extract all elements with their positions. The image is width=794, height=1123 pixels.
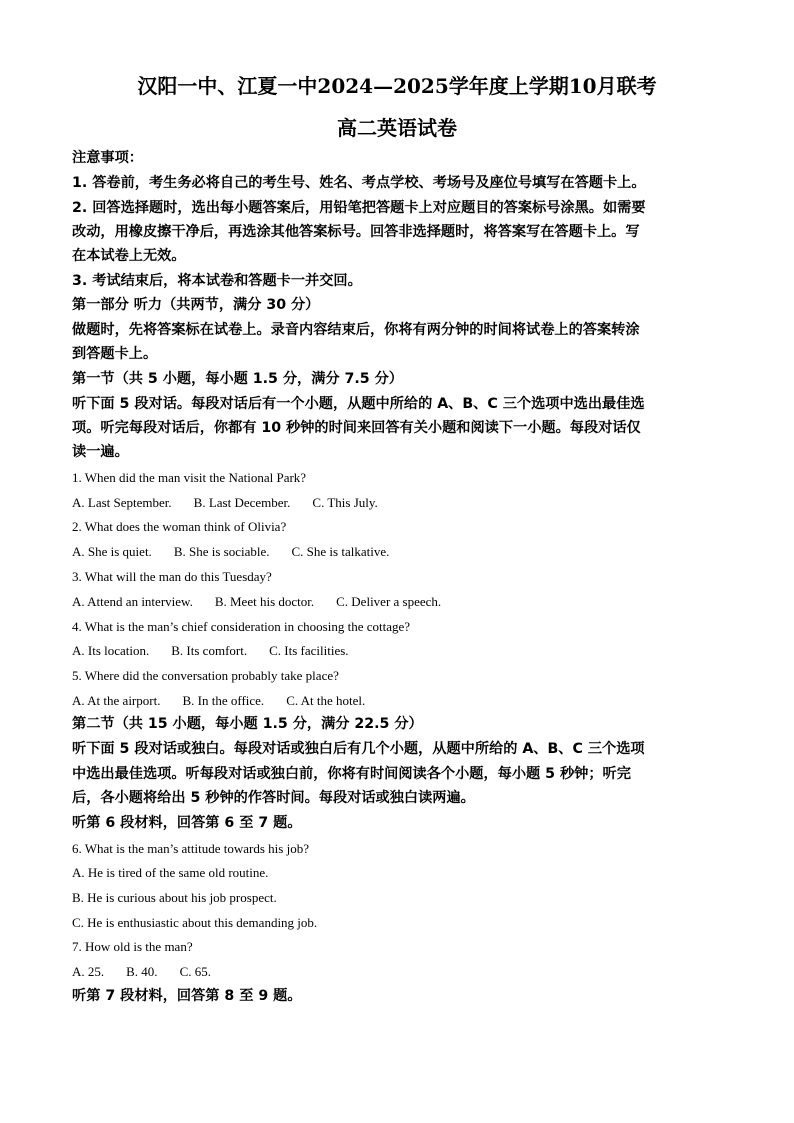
option-c: C. She is talkative. — [291, 544, 390, 559]
section2-intro-line-1: 听下面 5 段对话或独白。每段对话或独白后有几个小题，从题中所给的 A、B、C 三个选项 — [72, 741, 645, 757]
option-b: B. Last December. — [193, 495, 291, 510]
question-4: 4. What is the man’s chief consideration in choosing the cottage? — [72, 619, 411, 634]
option-a: A. At the airport. — [72, 693, 161, 708]
section2-intro-line-3: 后，各小题将给出 5 秒钟的作答时间。每段对话或独白读两遍。 — [72, 790, 475, 806]
option-c: C. 65. — [179, 964, 211, 979]
question-6-option-b: B. He is curious about his job prospect. — [72, 890, 277, 905]
notice-item-3: 3. 考试结束后，将本试卷和答题卡一并交回。 — [72, 273, 362, 289]
exam-title: 汉阳一中、江夏一中2024—2025学年度上学期10月联考 — [137, 74, 657, 98]
option-a: A. Last September. — [72, 495, 172, 510]
question-7: 7. How old is the man? — [72, 939, 193, 954]
option-b: B. In the office. — [182, 693, 265, 708]
question-3-options — [72, 593, 463, 611]
part1-intro-line-1: 做题时，先将答案标在试卷上。录音内容结束后，你将有两分钟的时间将试卷上的答案转涂 — [72, 322, 640, 338]
option-a: A. She is quiet. — [72, 544, 152, 559]
question-6-option-a: A. He is tired of the same old routine. — [72, 865, 269, 880]
question-6: 6. What is the man’s attitude towards his job? — [72, 841, 309, 856]
section2-heading: 第二节（共 15 小题，每小题 1.5 分，满分 22.5 分） — [72, 716, 423, 732]
question-3: 3. What will the man do this Tuesday? — [72, 569, 272, 584]
option-c: C. Deliver a speech. — [336, 594, 442, 609]
section1-intro-line-3: 读一遍。 — [72, 444, 129, 460]
section1-intro-line-2: 项。听完每段对话后，你都有 10 秒钟的时间来回答有关小题和阅读下一小题。每段对话仅 — [72, 420, 641, 436]
section1-heading: 第一节（共 5 小题，每小题 1.5 分，满分 7.5 分） — [72, 371, 403, 387]
question-2-options — [72, 543, 411, 561]
option-c: C. At the hotel. — [286, 693, 366, 708]
question-1: 1. When did the man visit the National Park? — [72, 470, 307, 485]
option-b: B. Its comfort. — [171, 643, 248, 658]
section1-intro-line-1: 听下面 5 段对话。每段对话后有一个小题，从题中所给的 A、B、C 三个选项中选出最佳选 — [72, 396, 645, 412]
question-5-options — [72, 692, 387, 710]
material-7-heading: 听第 7 段材料，回答第 8 至 9 题。 — [72, 988, 302, 1004]
question-7-options — [72, 963, 233, 981]
notice-heading: 注意事项： — [72, 150, 143, 166]
notice-item-2-line-2: 改动，用橡皮擦干净后，再选涂其他答案标号。回答非选择题时，将答案写在答题卡上。写 — [72, 224, 640, 240]
option-a: A. Attend an interview. — [72, 594, 193, 609]
option-a: A. 25. — [72, 964, 105, 979]
option-b: B. She is sociable. — [173, 544, 270, 559]
material-6-heading: 听第 6 段材料，回答第 6 至 7 题。 — [72, 815, 302, 831]
question-5: 5. Where did the conversation probably take place? — [72, 668, 339, 683]
question-6-option-c: C. He is enthusiastic about this demanding job. — [72, 915, 318, 930]
notice-item-1: 1. 答卷前，考生务必将自己的考生号、姓名、考点学校、考场号及座位号填写在答题卡上。 — [72, 175, 646, 191]
notice-item-2-line-1: 2. 回答选择题时，选出每小题答案后，用铅笔把答题卡上对应题目的答案标号涂黑。如需要 — [72, 200, 646, 216]
question-1-options — [72, 494, 400, 512]
option-b: B. 40. — [126, 964, 158, 979]
question-4-options — [72, 642, 371, 660]
notice-item-2-line-3: 在本试卷上无效。 — [72, 248, 186, 264]
option-a: A. Its location. — [72, 643, 150, 658]
question-2: 2. What does the woman think of Olivia? — [72, 519, 287, 534]
part1-heading: 第一部分 听力（共两节，满分 30 分） — [72, 297, 320, 313]
option-b: B. Meet his doctor. — [214, 594, 315, 609]
option-c: C. Its facilities. — [269, 643, 349, 658]
part1-intro-line-2: 到答题卡上。 — [72, 346, 158, 362]
option-c: C. This July. — [312, 495, 378, 510]
exam-subtitle: 高二英语试卷 — [337, 116, 457, 140]
section2-intro-line-2: 中选出最佳选项。听每段对话或独白前，你将有时间阅读各个小题，每小题 5 秒钟；听完 — [72, 766, 631, 782]
